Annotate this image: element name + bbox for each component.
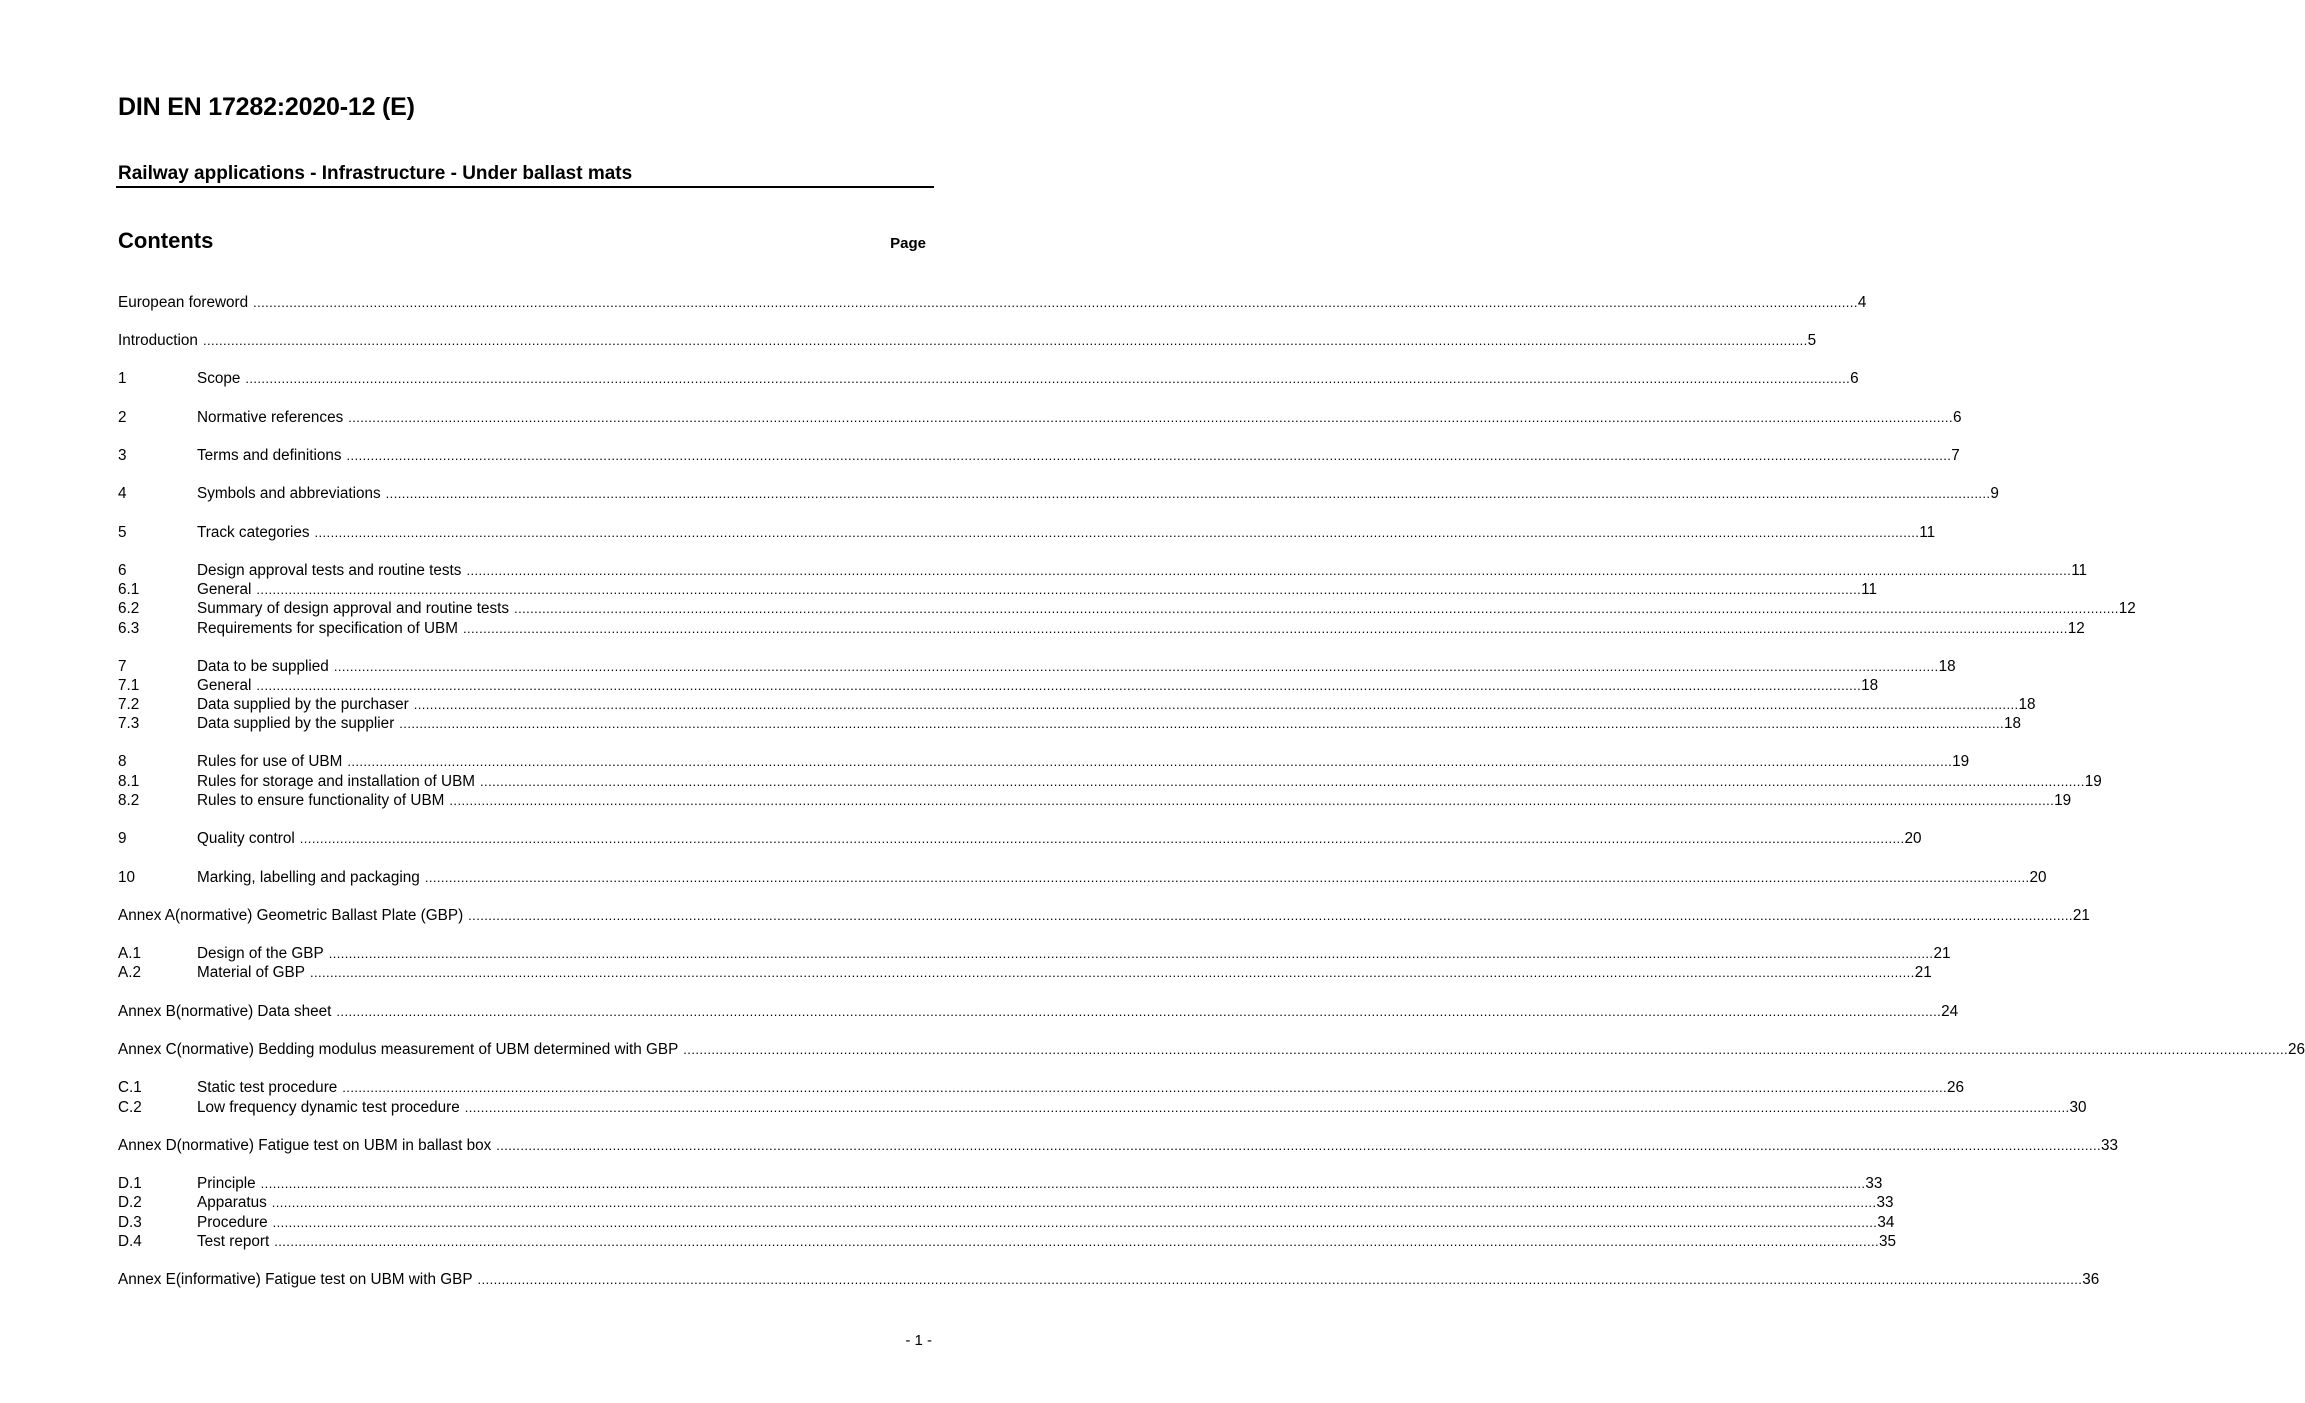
- toc-entry-number: 6.3: [118, 620, 140, 637]
- title-divider: [116, 186, 934, 188]
- toc-entry[interactable]: [118, 1270, 2100, 1289]
- toc-dot-leader: ................................................................................................................................................................................................................................................................................................................................................................................................................: [256, 582, 1862, 597]
- toc-entry[interactable]: [118, 963, 1932, 982]
- toc-dot-leader: ................................................................................................................................................................................................................................................................................................................................................................................................................: [309, 965, 1915, 980]
- toc-entry-title: Data supplied by the supplier: [197, 715, 395, 732]
- toc-entry-title: Annex B(normative) Data sheet: [118, 1003, 332, 1020]
- toc-entry-page: 11: [1861, 581, 1878, 598]
- toc-entry-page: 33: [1876, 1194, 1894, 1211]
- toc-entry-page: 18: [1938, 658, 1956, 675]
- document-title: Railway applications - Infrastructure - Under ballast mats: [118, 163, 633, 184]
- toc-entry[interactable]: [118, 1078, 1965, 1097]
- toc-entry-page: 12: [2067, 620, 2085, 637]
- toc-dot-leader: ................................................................................................................................................................................................................................................................................................................................................................................................................: [333, 659, 1939, 674]
- toc-dot-leader: ................................................................................................................................................................................................................................................................................................................................................................................................................: [256, 678, 1862, 693]
- toc-entry[interactable]: [118, 369, 1859, 388]
- toc-entry[interactable]: [118, 523, 1936, 542]
- toc-entry-page: 5: [1807, 332, 1817, 349]
- toc-dot-leader: ................................................................................................................................................................................................................................................................................................................................................................................................................: [468, 908, 2073, 923]
- toc-dot-leader: ................................................................................................................................................................................................................................................................................................................................................................................................................: [272, 1215, 1878, 1230]
- toc-entry-title: Summary of design approval and routine tests: [197, 600, 510, 617]
- toc-dot-leader: ................................................................................................................................................................................................................................................................................................................................................................................................................: [271, 1195, 1877, 1210]
- page-number: - 1 -: [905, 1332, 932, 1349]
- toc-entry-title: Rules to ensure functionality of UBM: [197, 792, 445, 809]
- toc-entry-title: Symbols and abbreviations: [197, 485, 381, 502]
- toc-entry-title: Annex D(normative) Fatigue test on UBM in ballast box: [118, 1137, 492, 1154]
- toc-entry[interactable]: [118, 1193, 1894, 1212]
- toc-entry-page: 35: [1879, 1233, 1897, 1250]
- toc-dot-leader: ................................................................................................................................................................................................................................................................................................................................................................................................................: [336, 1004, 1942, 1019]
- toc-entry-page: 18: [1861, 677, 1879, 694]
- toc-entry-title: Terms and definitions: [197, 447, 342, 464]
- toc-dot-leader: ................................................................................................................................................................................................................................................................................................................................................................................................................: [328, 946, 1934, 961]
- toc-entry-number: 7.2: [118, 696, 140, 713]
- toc-entry-number: 7.3: [118, 715, 140, 732]
- toc-entry[interactable]: [118, 1098, 2087, 1117]
- toc-entry-page: 21: [2072, 907, 2090, 924]
- toc-entry-title: Data to be supplied: [197, 658, 329, 675]
- toc-entry[interactable]: [118, 293, 1867, 312]
- toc-dot-leader: ................................................................................................................................................................................................................................................................................................................................................................................................................: [260, 1176, 1866, 1191]
- toc-entry-title: Static test procedure: [197, 1079, 338, 1096]
- toc-dot-leader: ................................................................................................................................................................................................................................................................................................................................................................................................................: [413, 697, 2019, 712]
- toc-entry-title: Normative references: [197, 409, 344, 426]
- toc-entry-number: C.2: [118, 1099, 142, 1116]
- toc-entry-number: D.3: [118, 1214, 142, 1231]
- toc-dot-leader: ................................................................................................................................................................................................................................................................................................................................................................................................................: [314, 525, 1920, 540]
- toc-entry-number: 10: [118, 869, 136, 886]
- toc-entry[interactable]: [118, 1232, 1897, 1251]
- toc-entry-number: 8.2: [118, 792, 140, 809]
- toc-entry-title: Annex C(normative) Bedding modulus measurement of UBM determined with GBP: [118, 1041, 679, 1058]
- toc-entry[interactable]: [118, 944, 1951, 963]
- toc-entry[interactable]: [118, 408, 1962, 427]
- toc-entry-number: D.2: [118, 1194, 142, 1211]
- toc-entry[interactable]: [118, 791, 2072, 810]
- toc-entry-title: Scope: [197, 370, 241, 387]
- toc-entry-number: 4: [118, 485, 127, 502]
- toc-dot-leader: ................................................................................................................................................................................................................................................................................................................................................................................................................: [466, 563, 2072, 578]
- toc-dot-leader: ................................................................................................................................................................................................................................................................................................................................................................................................................: [449, 793, 2055, 808]
- toc-entry[interactable]: [118, 1040, 2305, 1059]
- toc-dot-leader: ................................................................................................................................................................................................................................................................................................................................................................................................................: [346, 448, 1952, 463]
- toc-entry-page: 24: [1941, 1003, 1959, 1020]
- toc-entry-page: 20: [1904, 830, 1922, 847]
- toc-entry[interactable]: [118, 1213, 1895, 1232]
- toc-entry-title: Material of GBP: [197, 964, 305, 981]
- toc-entry-title: Track categories: [197, 524, 310, 541]
- toc-dot-leader: ................................................................................................................................................................................................................................................................................................................................................................................................................: [348, 410, 1953, 425]
- toc-entry[interactable]: [118, 580, 1878, 599]
- page-column-label: Page: [890, 235, 926, 252]
- contents-heading: Contents: [118, 228, 214, 253]
- toc-entry-title: Design approval tests and routine tests: [197, 562, 462, 579]
- toc-dot-leader: ................................................................................................................................................................................................................................................................................................................................................................................................................: [253, 295, 1858, 310]
- toc-entry[interactable]: [118, 484, 1999, 503]
- toc-entry[interactable]: [118, 1174, 1883, 1193]
- toc-entry[interactable]: [118, 752, 1970, 771]
- toc-entry-page: 6: [1952, 409, 1962, 426]
- toc-entry-page: 11: [1919, 524, 1936, 541]
- toc-entry-page: 36: [2082, 1271, 2100, 1288]
- toc-dot-leader: ................................................................................................................................................................................................................................................................................................................................................................................................................: [464, 1100, 2070, 1115]
- toc-entry-title: Rules for use of UBM: [197, 753, 343, 770]
- toc-entry-title: Introduction: [118, 332, 198, 349]
- toc-entry-number: 7.1: [118, 677, 140, 694]
- toc-entry[interactable]: [118, 619, 2085, 638]
- toc-entry-page: 18: [2018, 696, 2036, 713]
- toc-entry-title: Test report: [197, 1233, 270, 1250]
- toc-entry-title: Annex A(normative) Geometric Ballast Plate (GBP): [118, 907, 464, 924]
- toc-dot-leader: ................................................................................................................................................................................................................................................................................................................................................................................................................: [424, 870, 2030, 885]
- document-id: DIN EN 17282:2020-12 (E): [118, 93, 415, 121]
- toc-entry-title: Apparatus: [197, 1194, 267, 1211]
- toc-entry-title: Annex E(informative) Fatigue test on UBM with GBP: [118, 1271, 473, 1288]
- toc-dot-leader: ................................................................................................................................................................................................................................................................................................................................................................................................................: [399, 716, 2005, 731]
- toc-dot-leader: ................................................................................................................................................................................................................................................................................................................................................................................................................: [480, 774, 2085, 789]
- toc-entry-title: European foreword: [118, 294, 249, 311]
- toc-entry-page: 4: [1857, 294, 1867, 311]
- toc-entry[interactable]: [118, 1136, 2118, 1155]
- toc-entry-number: 3: [118, 447, 127, 464]
- toc-entry-page: 20: [2029, 869, 2047, 886]
- toc-entry-title: Rules for storage and installation of UBM: [197, 773, 476, 790]
- toc-entry-page: 26: [1947, 1079, 1965, 1096]
- toc-entry-page: 26: [2288, 1041, 2305, 1058]
- toc-entry-title: Requirements for specification of UBM: [197, 620, 459, 637]
- toc-entry-page: 12: [2118, 600, 2136, 617]
- toc-dot-leader: ................................................................................................................................................................................................................................................................................................................................................................................................................: [274, 1234, 1879, 1249]
- toc-dot-leader: ................................................................................................................................................................................................................................................................................................................................................................................................................: [245, 371, 1851, 386]
- toc-entry[interactable]: [118, 676, 1879, 695]
- toc-entry[interactable]: [118, 772, 2102, 791]
- toc-entry-number: 8.1: [118, 773, 140, 790]
- toc-entry-page: 33: [1865, 1175, 1883, 1192]
- toc-entry-number: D.1: [118, 1175, 142, 1192]
- toc-entry-title: Principle: [197, 1175, 256, 1192]
- toc-entry-page: 19: [2054, 792, 2072, 809]
- toc-entry-number: D.4: [118, 1233, 142, 1250]
- toc-entry[interactable]: [118, 657, 1956, 676]
- toc-entry-page: 30: [2069, 1099, 2087, 1116]
- toc-entry[interactable]: [118, 714, 2022, 733]
- toc-dot-leader: ................................................................................................................................................................................................................................................................................................................................................................................................................: [496, 1138, 2101, 1153]
- toc-dot-leader: ................................................................................................................................................................................................................................................................................................................................................................................................................: [477, 1272, 2083, 1287]
- toc-entry-page: 18: [2004, 715, 2022, 732]
- toc-entry[interactable]: [118, 695, 2036, 714]
- toc-entry-page: 11: [2071, 562, 2088, 579]
- toc-entry-page: 6: [1850, 370, 1859, 387]
- toc-entry-number: 8: [118, 753, 127, 770]
- toc-entry[interactable]: [118, 1002, 1959, 1021]
- toc-entry-number: 2: [118, 409, 127, 426]
- toc-entry-number: 6: [118, 562, 127, 579]
- toc-dot-leader: ................................................................................................................................................................................................................................................................................................................................................................................................................: [385, 486, 1991, 501]
- toc-dot-leader: ................................................................................................................................................................................................................................................................................................................................................................................................................: [299, 831, 1905, 846]
- toc-entry-title: Procedure: [197, 1214, 268, 1231]
- toc-entry-page: 33: [2100, 1137, 2118, 1154]
- toc-entry-page: 9: [1990, 485, 1999, 502]
- toc-entry-page: 21: [1914, 964, 1932, 981]
- toc-entry[interactable]: [118, 561, 2088, 580]
- toc-entry-number: 5: [118, 524, 127, 541]
- toc-dot-leader: ................................................................................................................................................................................................................................................................................................................................................................................................................: [683, 1042, 2289, 1057]
- toc-entry[interactable]: [118, 906, 2090, 925]
- toc-entry-number: 1: [118, 370, 127, 387]
- toc-dot-leader: ................................................................................................................................................................................................................................................................................................................................................................................................................: [202, 333, 1808, 348]
- toc-entry-title: Design of the GBP: [197, 945, 324, 962]
- toc-entry[interactable]: [118, 446, 1960, 465]
- toc-dot-leader: ................................................................................................................................................................................................................................................................................................................................................................................................................: [463, 621, 2068, 636]
- toc-entry-title: Data supplied by the purchaser: [197, 696, 409, 713]
- toc-entry-number: A.2: [118, 964, 141, 981]
- toc-entry-number: C.1: [118, 1079, 142, 1096]
- toc-dot-leader: ................................................................................................................................................................................................................................................................................................................................................................................................................: [342, 1080, 1948, 1095]
- toc-entry[interactable]: [118, 868, 2047, 887]
- toc-entry-title: Low frequency dynamic test procedure: [197, 1099, 460, 1116]
- toc-entry-title: Marking, labelling and packaging: [197, 869, 420, 886]
- toc-entry-number: 6.2: [118, 600, 140, 617]
- toc-entry-page: 21: [1933, 945, 1951, 962]
- toc-entry-title: General: [197, 677, 252, 694]
- toc-entry-number: A.1: [118, 945, 141, 962]
- toc-entry[interactable]: [118, 829, 1922, 848]
- toc-entry-page: 19: [2084, 773, 2102, 790]
- toc-entry-page: 34: [1877, 1214, 1895, 1231]
- toc-entry-title: Quality control: [197, 830, 295, 847]
- toc-entry-number: 6.1: [118, 581, 140, 598]
- toc-entry-title: General: [197, 581, 252, 598]
- toc-entry-page: 7: [1951, 447, 1960, 464]
- toc-entry[interactable]: [118, 599, 2136, 618]
- toc-entry-number: 7: [118, 658, 127, 675]
- toc-entry-number: 9: [118, 830, 127, 847]
- toc-dot-leader: ................................................................................................................................................................................................................................................................................................................................................................................................................: [347, 754, 1953, 769]
- toc-entry[interactable]: [118, 331, 1817, 350]
- toc-entry-page: 19: [1952, 753, 1970, 770]
- toc-dot-leader: ................................................................................................................................................................................................................................................................................................................................................................................................................: [514, 601, 2119, 616]
